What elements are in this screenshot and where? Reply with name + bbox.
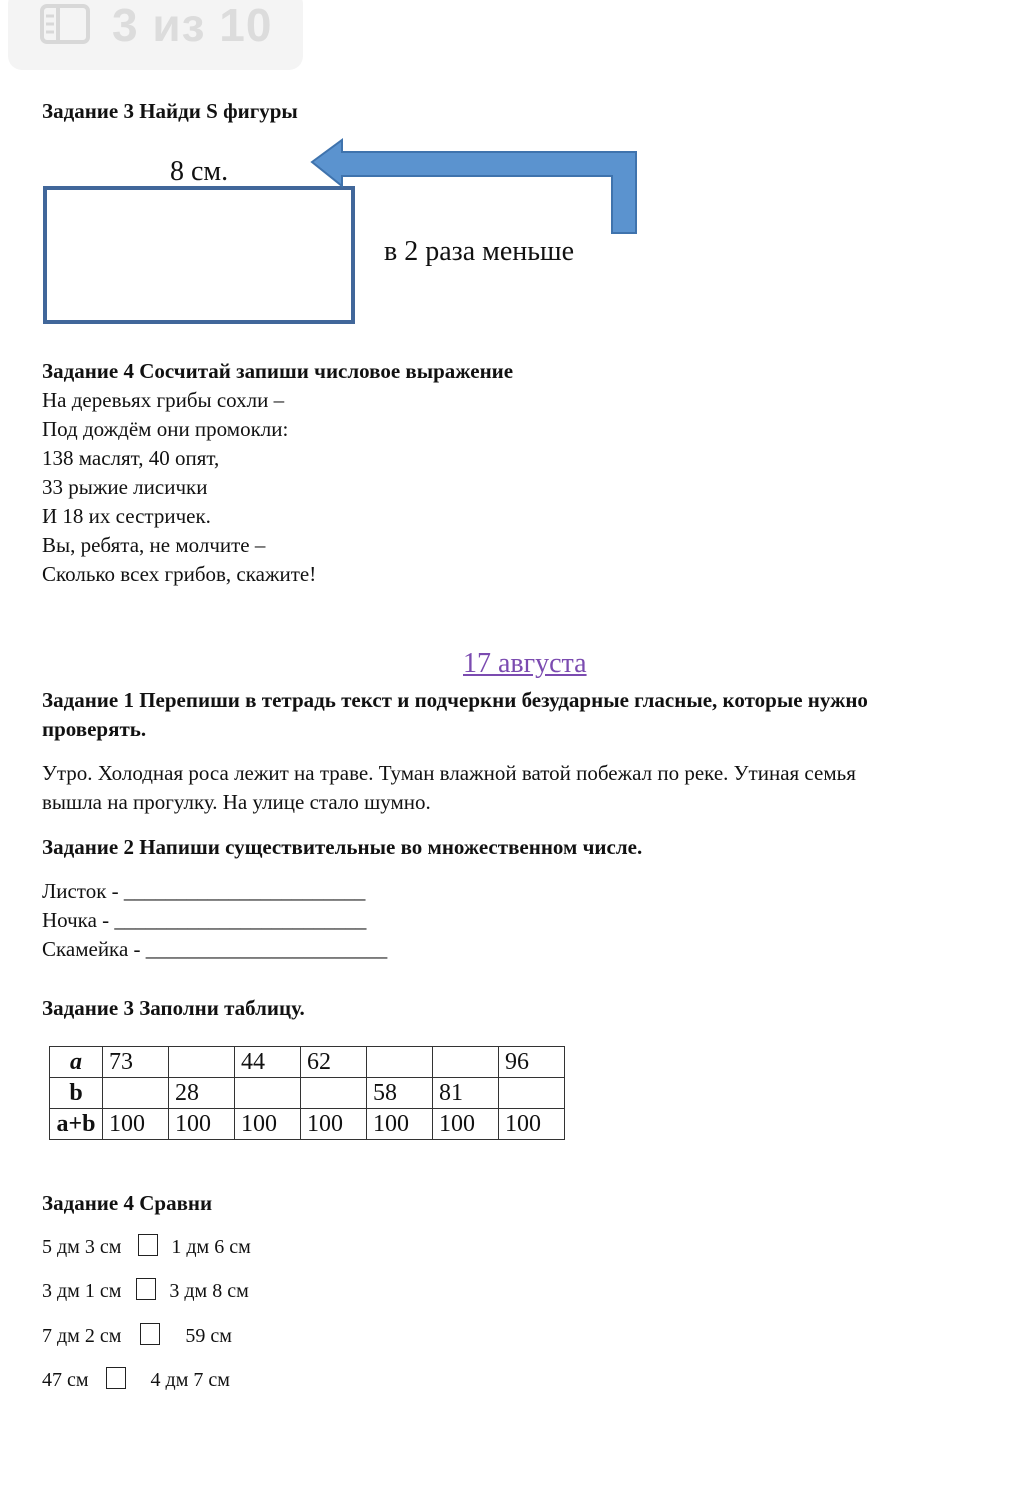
task1-copy-title — [42, 686, 868, 744]
page-count: 3 из 10 — [112, 0, 273, 51]
answer-box[interactable] — [136, 1278, 156, 1300]
table-cell: 100 — [235, 1109, 301, 1140]
table-cell — [367, 1047, 433, 1078]
task1-text-line: вышла на прогулку. На улице стало шумно. — [42, 790, 431, 814]
arrow-icon — [310, 138, 640, 238]
half-smaller-label: в 2 раза меньше — [384, 236, 575, 267]
table-cell: 100 — [103, 1109, 169, 1140]
plural-line: Скамейка - _______________________ — [42, 937, 388, 961]
table-cell: 100 — [301, 1109, 367, 1140]
table-cell — [301, 1078, 367, 1109]
row-header: a — [50, 1047, 103, 1078]
task3-table-title: Задание 3 Заполни таблицу. — [42, 996, 305, 1020]
table-cell: 44 — [235, 1047, 301, 1078]
row-header: b — [50, 1078, 103, 1109]
task1-text-line: Утро. Холодная роса лежит на траве. Туман влажной ватой побежал по реке. Утиная семья — [42, 761, 856, 785]
poem-line: Сколько всех грибов, скажите! — [42, 562, 317, 586]
table-cell — [103, 1078, 169, 1109]
compare-left: 3 дм 1 см — [42, 1280, 122, 1302]
poem-line: На деревьях грибы сохли – — [42, 388, 285, 412]
answer-box[interactable] — [140, 1323, 160, 1345]
table-cell: 96 — [499, 1047, 565, 1078]
rectangle-figure — [43, 186, 355, 324]
compare-item — [42, 1366, 230, 1395]
task4-poem-title: Задание 4 Сосчитай запиши числовое выражение — [42, 359, 514, 383]
task3-area-title: Задание 3 Найди S фигуры — [42, 99, 298, 123]
table-cell — [499, 1078, 565, 1109]
task1-title-line: проверять. — [42, 717, 147, 741]
task2-plural-title: Задание 2 Напиши существительные во множественном числе. — [42, 835, 643, 859]
table-cell — [433, 1047, 499, 1078]
compare-item — [42, 1277, 249, 1306]
answer-box[interactable] — [138, 1234, 158, 1256]
addition-table — [49, 1046, 565, 1140]
poem-line: 138 маслят, 40 опят, — [42, 446, 220, 470]
task1-text — [42, 759, 856, 817]
plural-line: Ночка - ________________________ — [42, 908, 367, 932]
table-cell: 100 — [433, 1109, 499, 1140]
plural-line: Листок - _______________________ — [42, 879, 366, 903]
side-length-label: 8 см. — [170, 156, 229, 187]
date-link[interactable]: 17 августа — [463, 648, 587, 679]
row-header: a+b — [50, 1109, 103, 1140]
compare-item — [42, 1233, 251, 1262]
task1-title-line: Задание 1 Перепиши в тетрадь текст и подчеркни безударные гласные, которые нужно — [42, 688, 868, 712]
poem-line: 33 рыжие лисички — [42, 475, 208, 499]
table-cell: 28 — [169, 1078, 235, 1109]
table-row — [50, 1047, 565, 1078]
table-cell: 81 — [433, 1078, 499, 1109]
table-cell: 100 — [499, 1109, 565, 1140]
table-row — [50, 1078, 565, 1109]
table-cell: 58 — [367, 1078, 433, 1109]
table-cell: 62 — [301, 1047, 367, 1078]
table-row — [50, 1109, 565, 1140]
poem-line: Под дождём они промокли: — [42, 417, 289, 441]
answer-box[interactable] — [106, 1367, 126, 1389]
compare-left: 5 дм 3 см — [42, 1236, 122, 1258]
poem-line: Вы, ребята, не молчите – — [42, 533, 266, 557]
table-cell: 100 — [169, 1109, 235, 1140]
compare-right: 59 см — [185, 1325, 232, 1347]
compare-left: 7 дм 2 см — [42, 1325, 122, 1347]
plural-list — [42, 877, 387, 964]
compare-right: 4 дм 7 см — [150, 1369, 230, 1391]
compare-item — [42, 1322, 232, 1351]
compare-right: 1 дм 6 см — [171, 1236, 251, 1258]
table-cell: 73 — [103, 1047, 169, 1078]
table-cell — [235, 1078, 301, 1109]
task4-compare-title: Задание 4 Сравни — [42, 1191, 213, 1215]
compare-left: 47 см — [42, 1369, 89, 1391]
poem-text — [42, 386, 316, 589]
table-cell: 100 — [367, 1109, 433, 1140]
poem-line: И 18 их сестричек. — [42, 504, 211, 528]
table-cell — [169, 1047, 235, 1078]
compare-right: 3 дм 8 см — [169, 1280, 249, 1302]
page-icon — [40, 4, 90, 44]
